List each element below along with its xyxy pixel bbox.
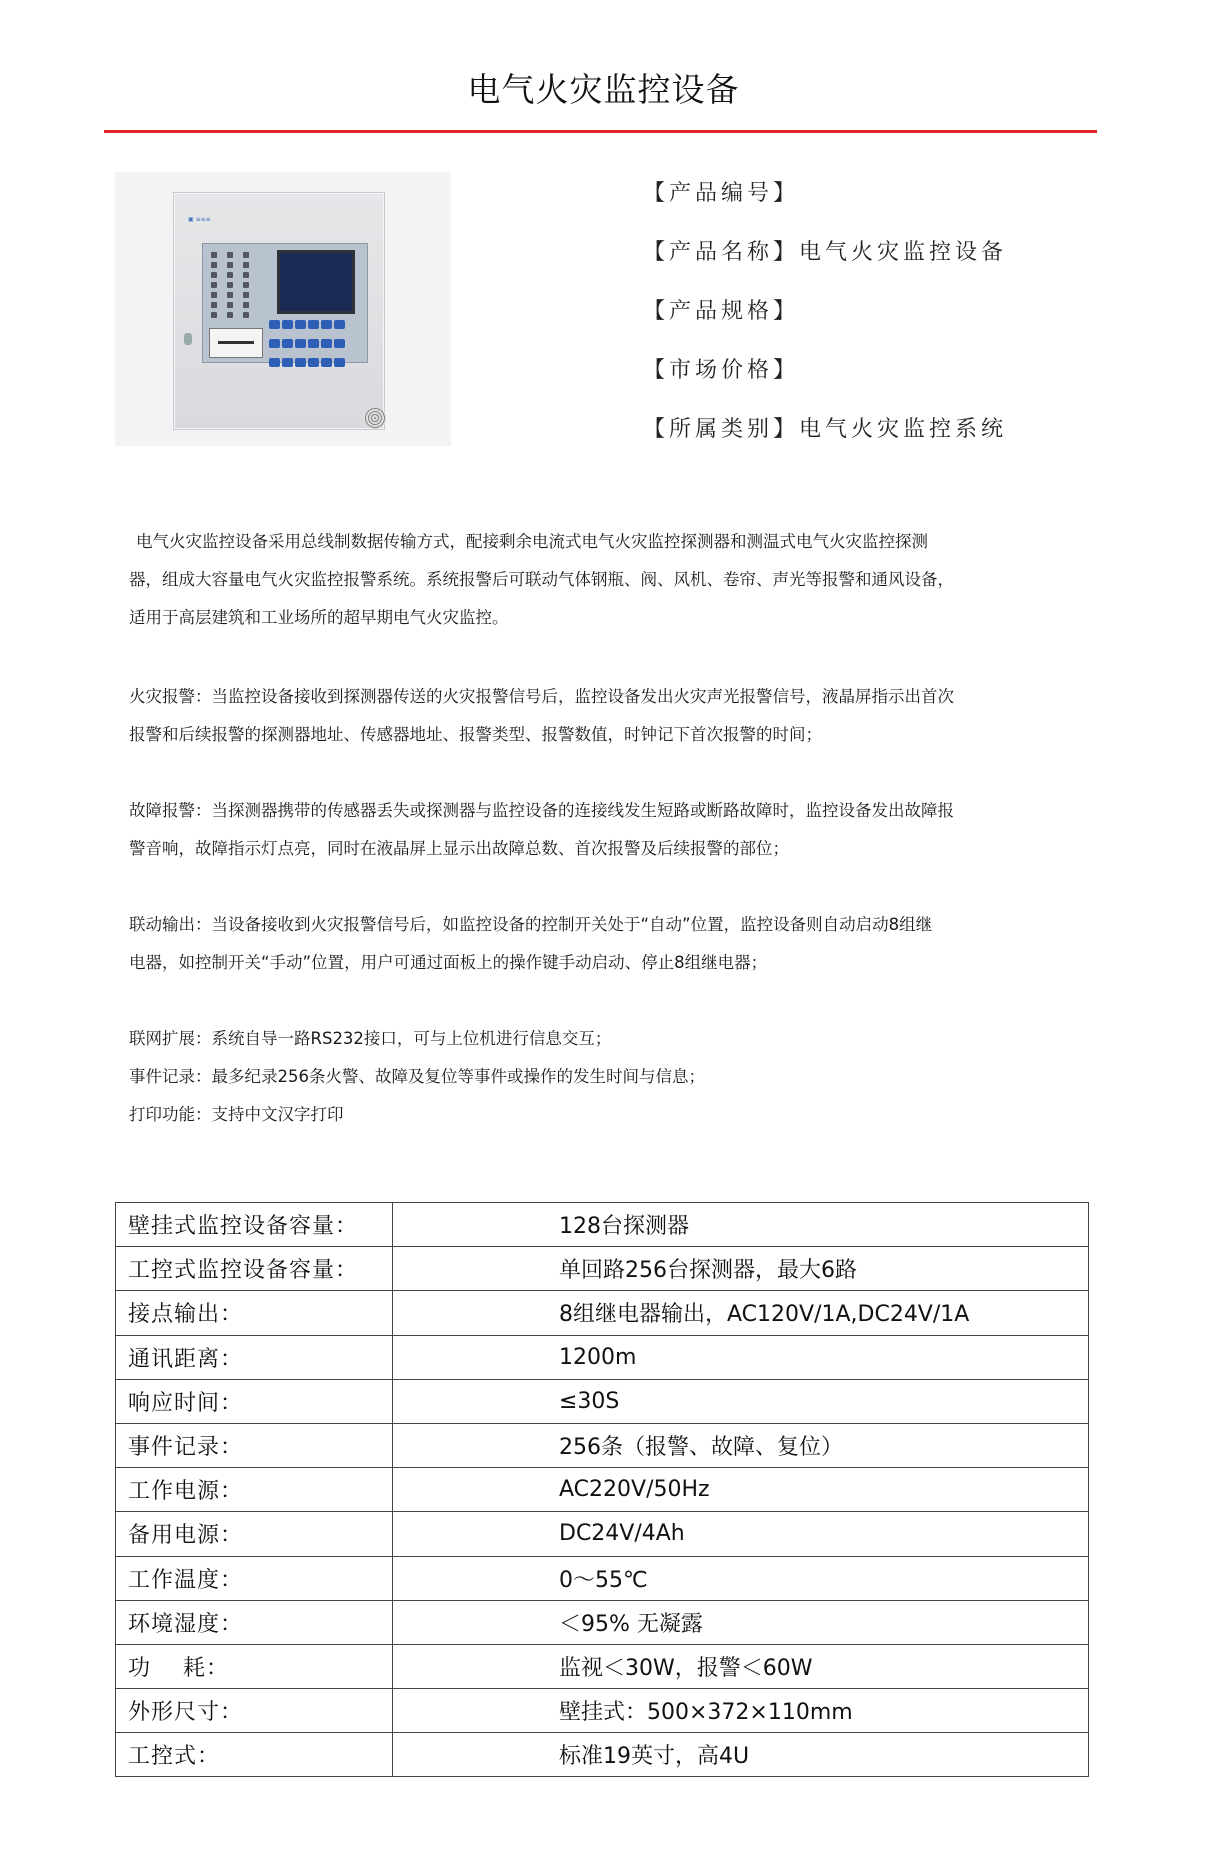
spec-value: DC24V/4Ah <box>393 1512 1089 1556</box>
intro-line: 电气火灾监控设备采用总线制数据传输方式，配接剩余电流式电气火灾监控探测器和测温式电气火灾监控探测 <box>136 532 928 551</box>
spec-value: 单回路256台探测器，最大6路 <box>393 1247 1089 1291</box>
spec-label: 工控式： <box>116 1733 393 1777</box>
table-row <box>116 1689 1089 1733</box>
info-product-spec: 【产品规格】 <box>643 299 800 324</box>
speaker-grille-icon <box>364 407 386 429</box>
spec-label: 工控式监控设备容量： <box>116 1247 393 1291</box>
fault-alarm-text: 警音响，故障指示灯点亮，同时在液晶屏上显示出故障总数、首次报警及后续报警的部位； <box>129 839 789 858</box>
table-row <box>116 1379 1089 1423</box>
info-category: 【所属类别】电气火灾监控系统 <box>643 417 1008 442</box>
info-market-price: 【市场价格】 <box>643 358 800 383</box>
spec-label: 功 耗： <box>116 1644 393 1688</box>
table-row <box>116 1733 1089 1777</box>
indicator-leds <box>243 252 267 322</box>
table-row <box>116 1468 1089 1512</box>
linkage-output-text: 电器，如控制开关“手动”位置，用户可通过面板上的操作键手动启动、停止8组继电器； <box>129 953 768 972</box>
network-feature: 联网扩展：系统自导一路RS232接口，可与上位机进行信息交互； <box>129 1029 612 1048</box>
linkage-output-text: 联动输出：当设备接收到火灾报警信号后，如监控设备的控制开关处于“自动”位置，监控设备则自动启动8组继 <box>129 915 933 934</box>
spec-label: 备用电源： <box>116 1512 393 1556</box>
page-title: 电气火灾监控设备 <box>467 70 740 109</box>
spec-value: 256条（报警、故障、复位） <box>393 1423 1089 1467</box>
spec-value: AC220V/50Hz <box>393 1468 1089 1512</box>
product-photo <box>115 172 451 446</box>
spec-label: 工作电源： <box>116 1468 393 1512</box>
intro-line: 器，组成大容量电气火灾监控报警系统。系统报警后可联动气体钢瓶、阀、风机、卷帘、声光等报警和通风设备， <box>129 570 954 589</box>
spec-value: ＜95% 无凝露 <box>393 1600 1089 1644</box>
fault-alarm-text: 故障报警：当探测器携带的传感器丢失或探测器与监控设备的连接线发生短路或断路故障时，监控设备发出故障报 <box>129 801 954 820</box>
spec-label: 接点输出： <box>116 1291 393 1335</box>
cabinet-illustration <box>173 192 385 430</box>
spec-value: 128台探测器 <box>393 1203 1089 1247</box>
print-feature: 打印功能：支持中文汉字打印 <box>129 1105 344 1124</box>
table-row <box>116 1556 1089 1600</box>
table-row <box>116 1423 1089 1467</box>
spec-label: 响应时间： <box>116 1379 393 1423</box>
brand-logo: ▣ ≡≡≡ <box>188 216 211 223</box>
control-panel <box>202 243 368 363</box>
spec-value: ≤30S <box>393 1379 1089 1423</box>
table-row <box>116 1512 1089 1556</box>
keypad <box>269 318 365 375</box>
spec-value: 0～55℃ <box>393 1556 1089 1600</box>
spec-label: 环境湿度： <box>116 1600 393 1644</box>
spec-label: 工作温度： <box>116 1556 393 1600</box>
spec-value: 监视＜30W，报警＜60W <box>393 1644 1089 1688</box>
spec-label: 壁挂式监控设备容量： <box>116 1203 393 1247</box>
table-row <box>116 1291 1089 1335</box>
table-row <box>116 1203 1089 1247</box>
spec-value: 1200m <box>393 1335 1089 1379</box>
spec-value: 壁挂式：500×372×110mm <box>393 1689 1089 1733</box>
spec-value: 8组继电器输出，AC120V/1A,DC24V/1A <box>393 1291 1089 1335</box>
event-record-feature: 事件记录：最多纪录256条火警、故障及复位等事件或操作的发生时间与信息； <box>129 1067 705 1086</box>
spec-label: 外形尺寸： <box>116 1689 393 1733</box>
table-row <box>116 1600 1089 1644</box>
door-lock-icon <box>184 333 192 345</box>
fire-alarm-text: 报警和后续报警的探测器地址、传感器地址、报警类型、报警数值，时钟记下首次报警的时间； <box>129 725 822 744</box>
lcd-screen <box>277 250 355 314</box>
info-product-name: 【产品名称】电气火灾监控设备 <box>643 240 1008 265</box>
product-info-list <box>643 176 1007 471</box>
info-product-code: 【产品编号】 <box>643 181 800 206</box>
specs-table <box>115 1202 1089 1777</box>
spec-value: 标准19英寸，高4U <box>393 1733 1089 1777</box>
title-divider <box>104 130 1097 133</box>
printer-unit <box>209 328 263 358</box>
table-row <box>116 1335 1089 1379</box>
table-row <box>116 1644 1089 1688</box>
spec-label: 通讯距离： <box>116 1335 393 1379</box>
table-row <box>116 1247 1089 1291</box>
fire-alarm-text: 火灾报警：当监控设备接收到探测器传送的火灾报警信号后，监控设备发出火灾声光报警信号，液晶屏指示出首次 <box>129 687 954 706</box>
spec-label: 事件记录： <box>116 1423 393 1467</box>
intro-line: 适用于高层建筑和工业场所的超早期电气火灾监控。 <box>129 608 509 627</box>
